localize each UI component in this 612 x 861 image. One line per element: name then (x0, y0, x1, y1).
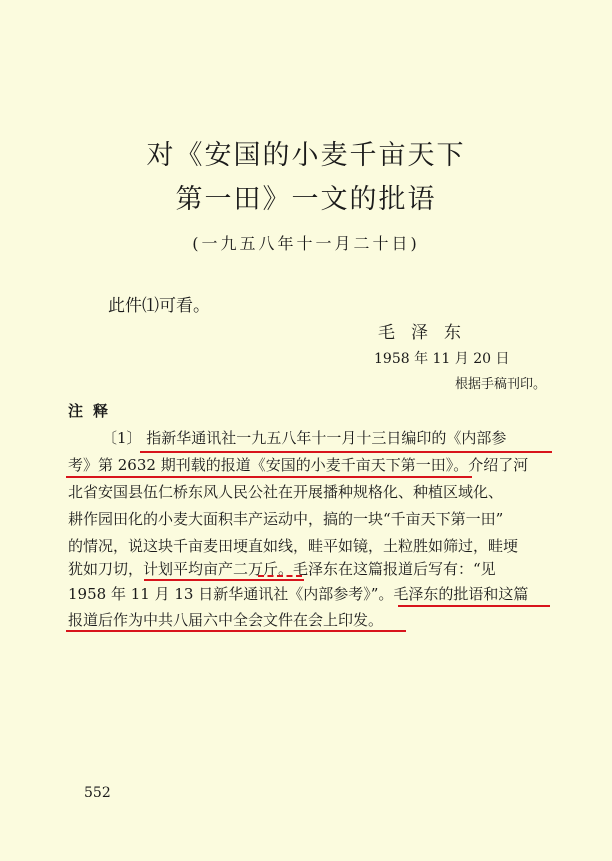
note-line: 考》第 2632 期刊载的报道《安国的小麦千亩天下第一田》。介绍了河 (68, 456, 529, 474)
notes-heading: 注释 (68, 402, 119, 420)
page-number: 552 (84, 785, 111, 801)
document-date: (一九五八年十一月二十日) (192, 234, 420, 253)
red-underline (66, 630, 406, 632)
note-line: 的情况，说这块千亩麦田埂直如线，畦平如镜，土粒胜如筛过，畦埂 (68, 537, 519, 555)
red-dash-mark (258, 575, 302, 579)
note-line: 北省安国县伍仁桥东风人民公社在开展播种规格化、种植区域化、 (68, 483, 504, 501)
note-line: 犹如刀切，计划平均亩产二万斤。毛泽东在这篇报道后写有：“见 (68, 560, 496, 578)
red-underline (398, 605, 550, 607)
red-underline (66, 476, 472, 478)
note-line: 1958 年 11 月 13 日新华通讯社《内部参考》”。毛泽东的批语和这篇 (68, 585, 529, 603)
title-line-2: 第一田》一文的批语 (175, 184, 437, 215)
red-underline (140, 451, 552, 453)
signature-date: 1958 年 11 月 20 日 (374, 351, 510, 367)
signature: 毛泽东 (378, 323, 477, 343)
red-underline (144, 579, 304, 581)
note-line: 报道后作为中共八届六中全会文件在会上印发。 (68, 611, 384, 629)
source-note: 根据手稿刊印。 (455, 377, 547, 392)
note-line: 耕作园田化的小麦大面积丰产运动中，搞的一块“千亩天下第一田” (68, 510, 504, 528)
title-line-1: 对《安国的小麦千亩天下 (146, 140, 466, 171)
main-text: 此件⑴可看。 (108, 296, 210, 316)
note-line: 〔1〕 指新华通讯社一九五八年十一月十三日编印的《内部参 (102, 429, 507, 447)
